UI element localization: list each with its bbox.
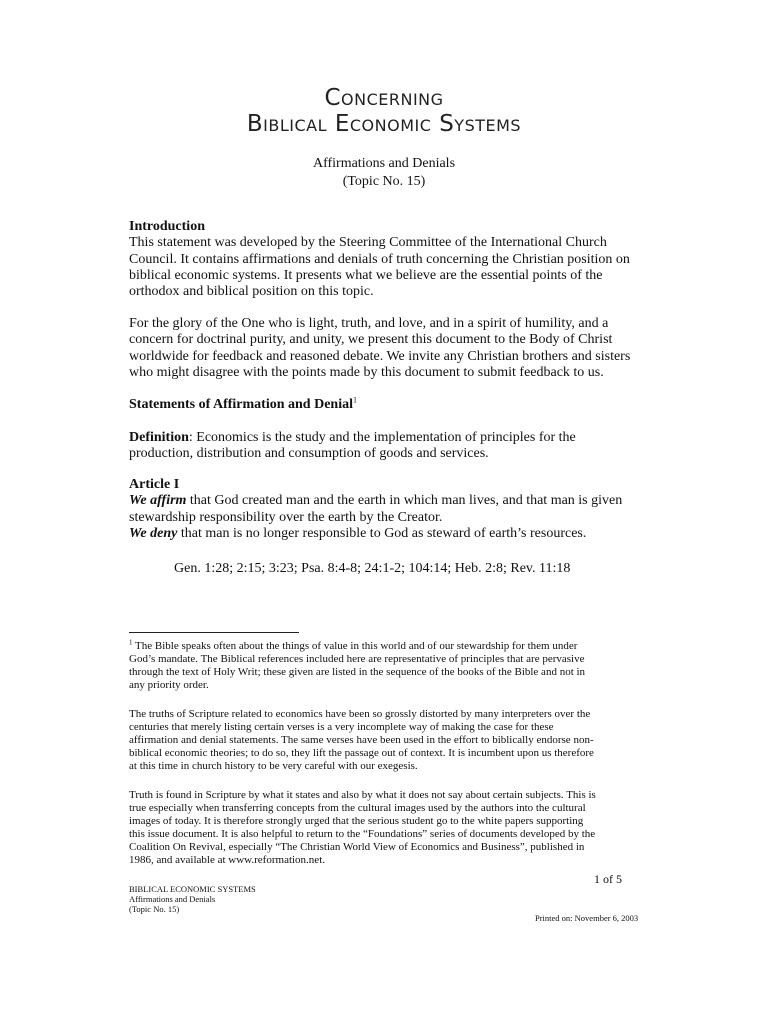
footnote-text: God’s mandate. The Biblical references included here are representative of principles that are pervasive xyxy=(129,653,585,665)
definition-label: Definition xyxy=(129,430,189,445)
definition-text: : Economics is the study and the implementation of principles for the xyxy=(188,430,576,445)
footnote-text: at this time in church history to be very careful with our exegesis. xyxy=(129,760,418,772)
footnote-paragraph-2 xyxy=(129,708,649,773)
introduction-section xyxy=(129,219,644,300)
footnote-mark: 1 xyxy=(353,395,357,405)
intro-p2-line: concern for doctrinal purity, and unity, we present this document to the Body of Christ xyxy=(129,332,613,348)
definition-section xyxy=(129,430,644,463)
footnote-text: 1986, and available at www.reformation.net. xyxy=(129,854,325,866)
page-number: 1 of 5 xyxy=(594,872,622,886)
footnote-paragraph-3 xyxy=(129,789,649,867)
footnote-divider xyxy=(129,632,299,633)
title-line-2: Biblical Economic Systems xyxy=(246,111,522,137)
intro-p1-line: orthodox and biblical position on this topic. xyxy=(129,284,374,300)
footnote-number: 1 xyxy=(129,638,133,647)
intro-p1-line: Council. It contains affirmations and denials of truth concerning the Christian position on xyxy=(129,251,630,267)
intro-p2-line: worldwide for feedback and reasoned debate. We invite any Christian brothers and sisters xyxy=(129,348,631,364)
article-1-section xyxy=(129,477,644,542)
introduction-paragraph-2 xyxy=(129,316,644,381)
introduction-heading: Introduction xyxy=(129,219,205,234)
intro-p1-line: biblical economic systems. It presents what we believe are the essential points of the xyxy=(129,267,603,283)
footer-line: BIBLICAL ECONOMIC SYSTEMS xyxy=(129,884,256,894)
footnote-text: affirmation and denial statements. The same verses have been used in the effort to biblically endorse non- xyxy=(129,734,594,746)
footnote-text: this issue document. It is also helpful to return to the “Foundations” series of documents developed by the xyxy=(129,828,596,840)
intro-p2-line: who might disagree with the points made by this document to submit feedback to us. xyxy=(129,364,604,380)
footer-document-info xyxy=(129,884,256,914)
footnote-paragraph-1 xyxy=(129,640,649,692)
deny-text: that man is no longer responsible to God as steward of earth’s resources. xyxy=(177,525,587,541)
intro-p1-line: This statement was developed by the Steering Committee of the International Church xyxy=(129,235,607,251)
article-1-heading: Article I xyxy=(129,477,180,492)
footnote-text: images of today. It is therefore strongly urged that the serious student go to the white papers supporting xyxy=(129,815,584,827)
title-line-1: Concerning xyxy=(324,85,444,111)
deny-label: We deny xyxy=(129,525,178,541)
definition-text-line-2: production, distribution and consumption of goods and services. xyxy=(129,446,489,462)
affirm-text-line-2: stewardship responsibility over the earth by the Creator. xyxy=(129,509,443,525)
footnote-text: centuries that merely listing certain verses is a very incomplete way of making the case for these xyxy=(129,721,554,733)
statements-heading xyxy=(129,397,644,413)
scripture-references: Gen. 1:28; 2:15; 3:23; Psa. 8:4-8; 24:1-2; 104:14; Heb. 2:8; Rev. 11:18 xyxy=(174,561,571,576)
footnote-text: through the text of Holy Writ; these given are listed in the sequence of the books of the Bible and not in xyxy=(129,666,586,678)
intro-p2-line: For the glory of the One who is light, truth, and love, and in a spirit of humility, and a xyxy=(129,316,609,331)
subtitle-line-1: Affirmations and Denials xyxy=(312,156,456,171)
footnote-text: biblical economic theories; to do so, they lift the passage out of context. It is incumbent upon us therefore xyxy=(129,747,594,759)
affirm-label: We affirm xyxy=(129,493,187,509)
footnote-text: The Bible speaks often about the things of value in this world and of our stewardship for them under xyxy=(132,640,578,652)
footnote-text: The truths of Scripture related to economics have been so grossly distorted by many interpreters over the xyxy=(129,708,591,720)
footer-line: Affirmations and Denials xyxy=(129,894,216,904)
footnote-text: any priority order. xyxy=(129,679,209,691)
footnote-text: true especially when transferring concepts from the cultural images used by the authors into the cultural xyxy=(129,802,586,814)
statements-heading-text: Statements of Affirmation and Denial xyxy=(129,397,353,412)
footer-line: (Topic No. 15) xyxy=(129,904,180,914)
printed-date: Printed on: November 6, 2003 xyxy=(535,913,639,923)
footnote-text: Truth is found in Scripture by what it states and also by what it does not say about certain subjects. This is xyxy=(129,789,596,801)
affirm-text: that God created man and the earth in which man lives, and that man is given xyxy=(186,493,623,509)
subtitle-line-2: (Topic No. 15) xyxy=(342,174,426,189)
footnote-text: Coalition On Revival, especially “The Christian World View of Economics and Business”, published in xyxy=(129,841,585,853)
